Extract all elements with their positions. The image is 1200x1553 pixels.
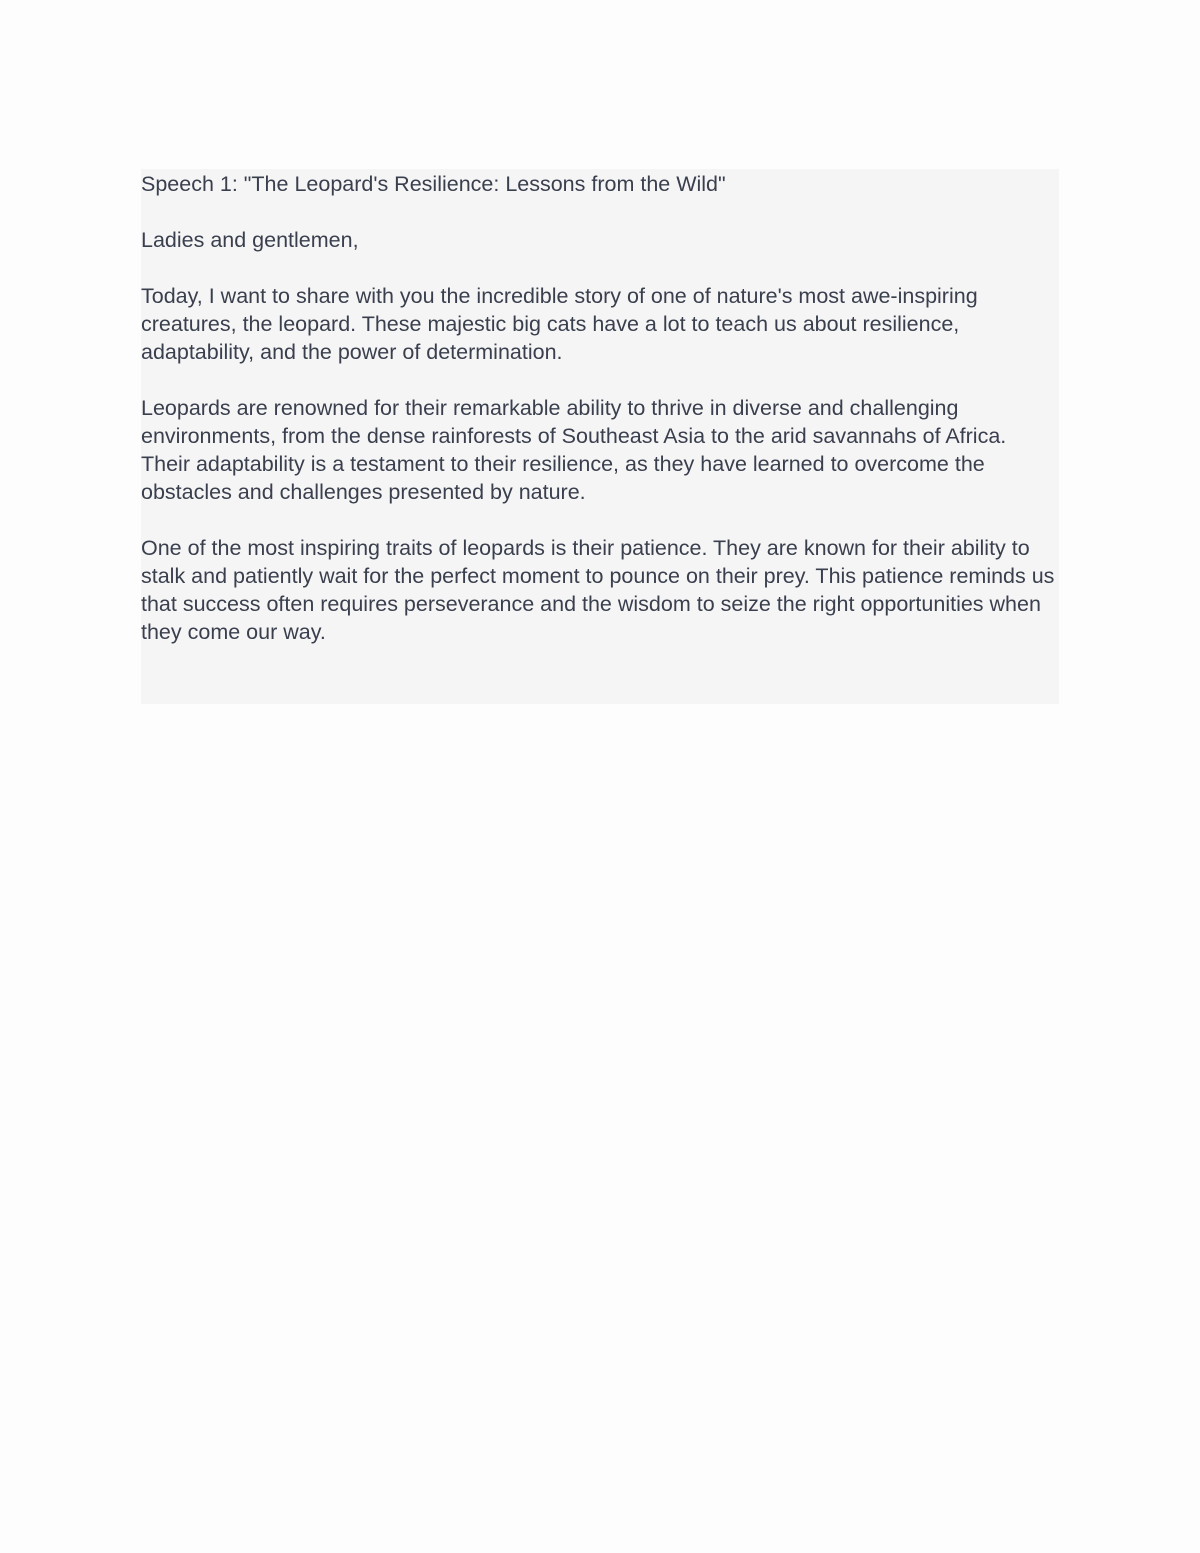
paragraph-patience: One of the most inspiring traits of leopards is their patience. They are known for their ability to stalk and patiently wait for the perfect moment to pounce on their prey. This patience reminds us that success often requires perseverance and the wisdom to seize the right opportunities when they come our way. bbox=[141, 536, 1055, 644]
paragraph-adaptability: Leopards are renowned for their remarkable ability to thrive in diverse and challenging environments, from the dense rainforests of Southeast Asia to the arid savannahs of Africa. Their adaptability is a testament to their resilience, as they have learned to overcome the obstacles and challenges presented by nature. bbox=[141, 396, 1007, 504]
paragraph-salutation: Ladies and gentlemen, bbox=[141, 228, 359, 252]
speech-text-block bbox=[141, 169, 1059, 704]
speech-title: Speech 1: "The Leopard's Resilience: Lessons from the Wild" bbox=[141, 172, 726, 196]
paragraph-introduction: Today, I want to share with you the incredible story of one of nature's most awe-inspiring creatures, the leopard. These majestic big cats have a lot to teach us about resilience, adaptability, and the power of determination. bbox=[141, 284, 978, 364]
